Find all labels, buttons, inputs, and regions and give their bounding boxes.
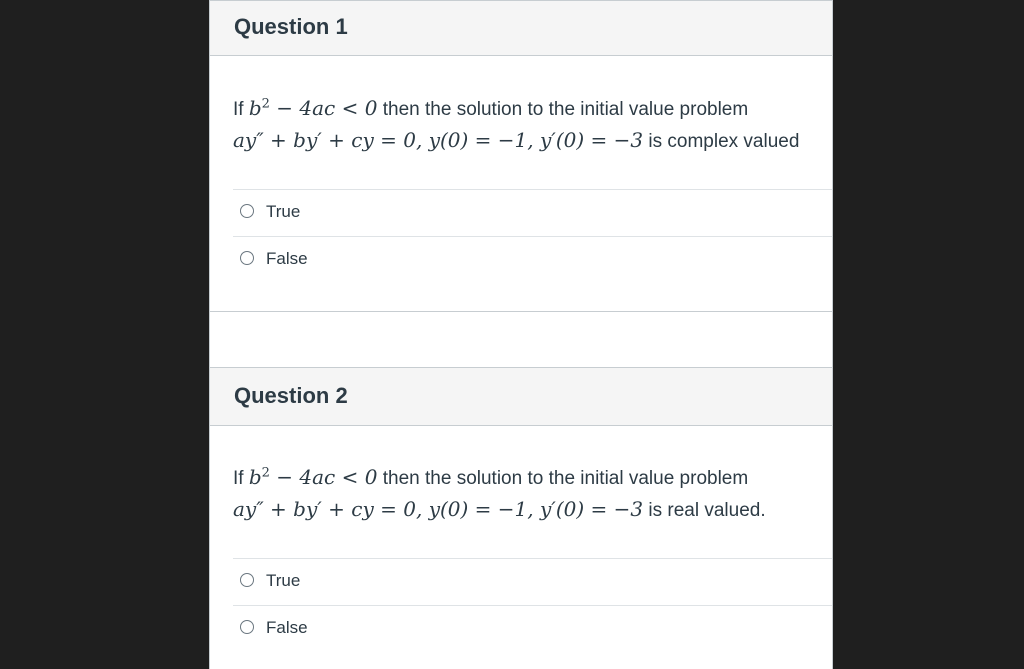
question-1-option-false[interactable] xyxy=(233,236,832,283)
question-2-option-true[interactable] xyxy=(233,558,832,605)
question-1-line-1 xyxy=(233,93,799,125)
radio-button-icon[interactable] xyxy=(240,204,254,218)
question-1-prefix: If xyxy=(233,99,244,120)
question-1-header xyxy=(210,0,832,56)
question-2-condition-rest: − 4ac < 0 xyxy=(276,465,378,489)
question-2-options xyxy=(233,558,832,652)
question-2-prefix: If xyxy=(233,468,244,489)
question-divider xyxy=(210,311,832,312)
question-1-title: Question 1 xyxy=(234,14,348,39)
question-1-text xyxy=(233,93,799,157)
question-2-middle: then the solution to the initial value problem xyxy=(382,468,749,489)
question-1-equation: ay″ + by′ + cy = 0, y(0) = −1, y′(0) = −3 xyxy=(233,128,644,152)
question-2-line-1 xyxy=(233,462,766,494)
option-label: False xyxy=(266,249,308,268)
question-1-middle: then the solution to the initial value problem xyxy=(382,99,749,120)
question-1-suffix: is complex valued xyxy=(648,131,800,152)
option-label: True xyxy=(266,571,301,590)
radio-button-icon[interactable] xyxy=(240,573,254,587)
question-2-line-2 xyxy=(233,494,766,526)
question-1-condition-b: b xyxy=(248,96,262,120)
question-1-options xyxy=(233,189,832,283)
option-label: True xyxy=(266,202,301,221)
radio-button-icon[interactable] xyxy=(240,251,254,265)
radio-button-icon[interactable] xyxy=(240,620,254,634)
option-label: False xyxy=(266,618,308,637)
question-2-suffix: is real valued. xyxy=(648,500,766,521)
question-2-title: Question 2 xyxy=(234,383,348,408)
question-2-condition-exp: 2 xyxy=(261,465,270,481)
question-2-header xyxy=(210,367,832,426)
question-2-option-false[interactable] xyxy=(233,605,832,652)
question-1-line-2 xyxy=(233,125,799,157)
question-1-condition-exp: 2 xyxy=(261,96,270,112)
question-2-condition-b: b xyxy=(248,465,262,489)
question-1-condition xyxy=(249,96,378,120)
question-1-option-true[interactable] xyxy=(233,189,832,236)
question-2-condition xyxy=(249,465,378,489)
question-2-equation: ay″ + by′ + cy = 0, y(0) = −1, y′(0) = −3 xyxy=(233,497,644,521)
question-2-text xyxy=(233,462,766,526)
question-1-condition-rest: − 4ac < 0 xyxy=(276,96,378,120)
quiz-panel xyxy=(209,0,833,669)
